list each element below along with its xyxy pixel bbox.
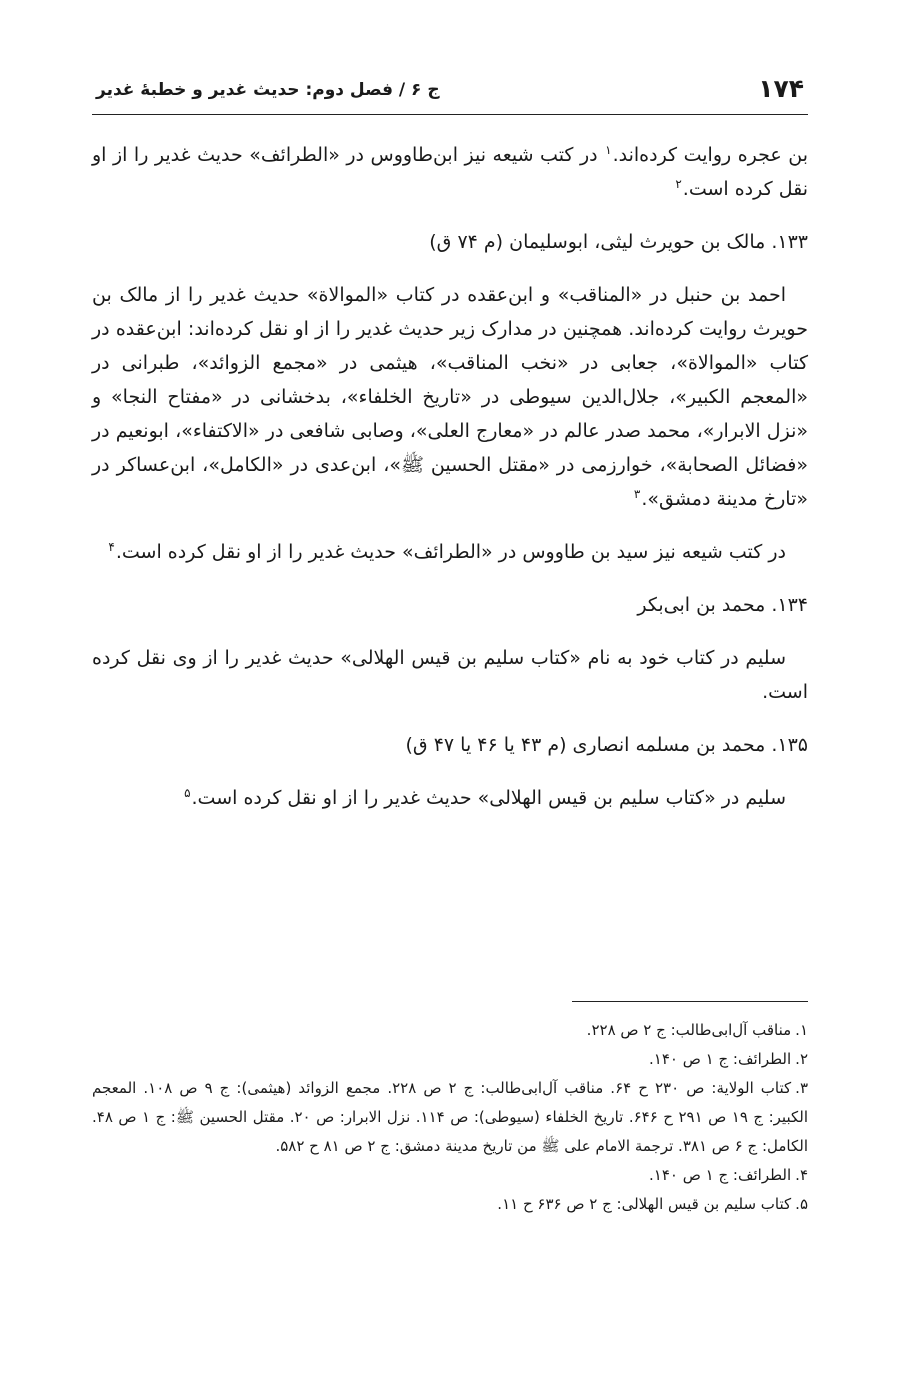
- book-page: [92, 0, 808, 1390]
- paragraph-text: احمد بن حنبل در «المناقب» و ابن‌عقده در کتاب «الموالاة» حدیث غدیر را از مالک بن حویرث روایت کرده‌اند. همچنین در مدارک زیر حدیث غدیر را از او نقل کرده‌اند: ابن‌عقده در کتاب «الموالاة»، جعابی در «نخب المناقب»، هیثمی در «مجمع الزوائد»، طبرانی در «المعجم الکبیر»، جلال‌الدین سیوطی در «تاریخ الخلفاء»، بدخشانی در «مفتاح النجا» و «نزل الابرار»، محمد صدر عالم در «معارج العلی»، وصابی شافعی در «الاکتفاء»، ابونعیم در «فضائل الصحابة»، خوارزمی در «مقتل الحسین ﷺ»، ابن‌عدی در «الکامل»، ابن‌عساکر در «تارخ مدینة دمشق».: [92, 284, 808, 510]
- footnote-number: ۱.: [795, 1021, 808, 1039]
- footnote-2: [92, 1045, 808, 1074]
- footnotes: [92, 1016, 808, 1219]
- footnote-5: [92, 1190, 808, 1219]
- footnote-text: الطرائف: ج ۱ ص ۱۴۰.: [649, 1050, 792, 1068]
- section-heading-135: ۱۳۵. محمد بن مسلمه انصاری (م ۴۳ یا ۴۶ یا ۴۷ ق): [405, 734, 808, 756]
- footnote-ref-2[interactable]: ۲: [675, 176, 682, 191]
- running-title: ج ۶ / فصل دوم: حدیث غدیر و خطبهٔ غدیر: [96, 80, 440, 100]
- page-header: [92, 70, 808, 115]
- footnote-number: ۳.: [795, 1079, 808, 1097]
- footnote-number: ۵.: [795, 1195, 808, 1213]
- paragraph-text: سلیم در «کتاب سلیم بن قیس الهلالی» حدیث غدیر را از او نقل کرده است.: [191, 787, 786, 809]
- paragraph-muhammad-abi-bakr: سلیم در کتاب خود به نام «کتاب سلیم بن قیس الهلالی» حدیث غدیر را از وی نقل کرده است.: [92, 647, 808, 703]
- section-heading-134: ۱۳۴. محمد بن ابی‌بکر: [637, 594, 808, 616]
- footnote-ref-1[interactable]: ۱: [605, 142, 612, 157]
- footnote-4: [92, 1161, 808, 1190]
- paragraph-muhammad-maslama: [92, 781, 808, 815]
- paragraph-shia-sources: [92, 535, 808, 569]
- footnote-ref-4[interactable]: ۴: [108, 539, 115, 554]
- paragraph-text: در کتب شیعه نیز سید بن طاووس در «الطرائف» حدیث غدیر را از او نقل کرده است.: [115, 541, 786, 563]
- main-text: [92, 138, 808, 819]
- footnote-ref-3[interactable]: ۳: [633, 486, 641, 501]
- footnote-ref-5[interactable]: ۵: [184, 785, 191, 800]
- paragraph-text: بن عجره روایت کرده‌اند.: [612, 144, 808, 166]
- footnote-1: [92, 1016, 808, 1045]
- footnote-text: الطرائف: ج ۱ ص ۱۴۰.: [649, 1166, 792, 1184]
- paragraph-text: در کتب شیعه نیز ابن‌طاووس در «الطرائف» حدیث غدیر را از او نقل کرده است.: [92, 144, 808, 200]
- footnote-number: ۴.: [795, 1166, 808, 1184]
- footnote-text: کتاب الولایة: ص ۲۳۰ ح ۶۴. مناقب آل‌ابی‌طالب: ج ۲ ص ۲۲۸. مجمع الزوائد (هیثمی): ج ۹ ص ۱۰۸. المعجم الکبیر: ج ۱۹ ص ۲۹۱ ح ۶۴۶. تاریخ الخلفاء (سیوطی): ص ۱۱۴. نزل الابرار: ص ۲۰. مقتل الحسین ﷺ: ج ۱ ص ۴۸. الکامل: ج ۶ ص ۳۸۱. ترجمة الامام علی ﷺ من تاریخ مدینة دمشق: ج ۲ ص ۸۱ ح ۵۸۲.: [92, 1079, 808, 1155]
- footnote-separator: [572, 1001, 808, 1002]
- footnote-number: ۲.: [795, 1050, 808, 1068]
- page-number: ۱۷۴: [758, 74, 804, 103]
- section-heading-133: ۱۳۳. مالک بن حویرث لیثی، ابوسلیمان (م ۷۴ ق): [429, 231, 808, 253]
- paragraph-malik: [92, 278, 808, 516]
- paragraph-continuation: [92, 138, 808, 206]
- footnote-text: مناقب آل‌ابی‌طالب: ج ۲ ص ۲۲۸.: [586, 1021, 792, 1039]
- footnote-3: [92, 1074, 808, 1161]
- footnote-text: کتاب سلیم بن قیس الهلالی: ج ۲ ص ۶۳۶ ح ۱۱.: [497, 1195, 792, 1213]
